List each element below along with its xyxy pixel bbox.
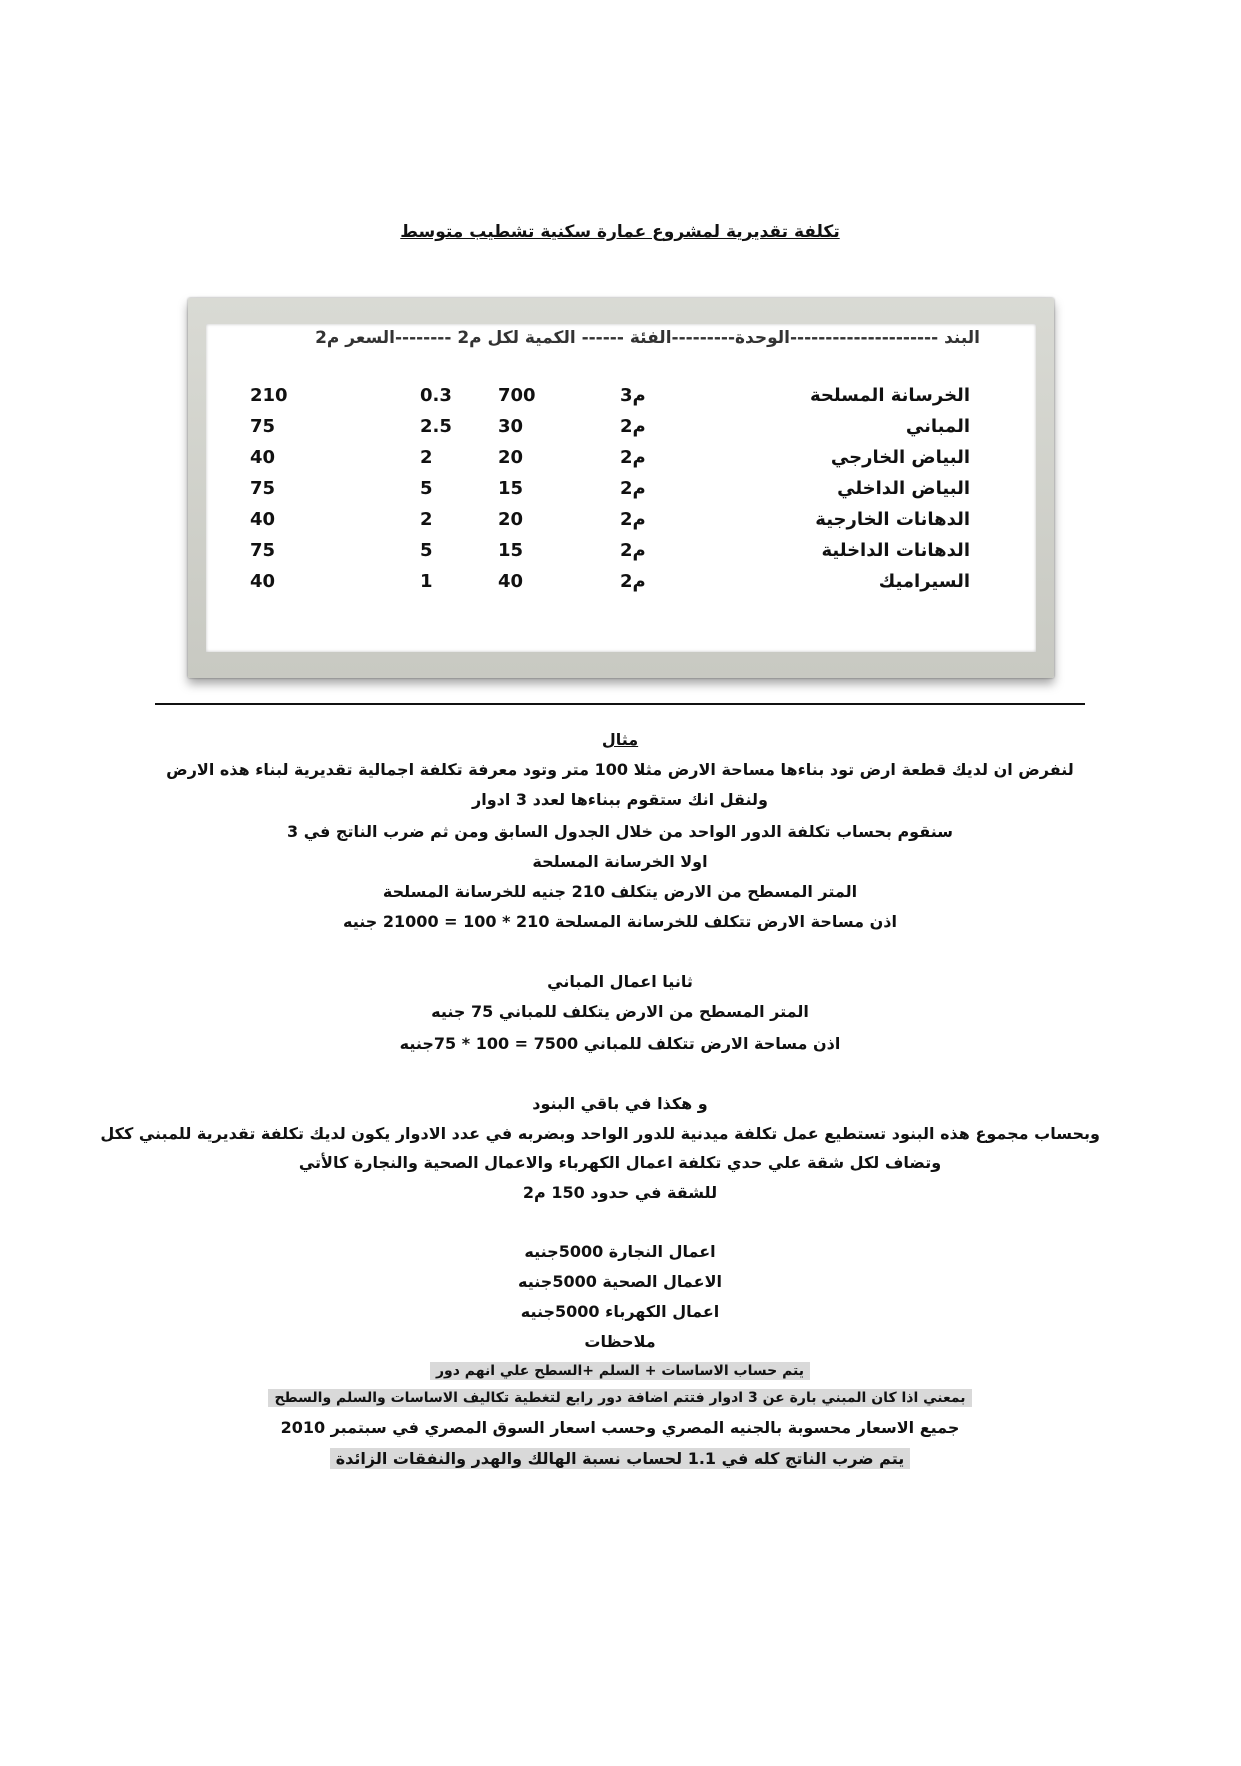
row-price: 75 <box>250 478 276 499</box>
example-line: اذن مساحة الارض تتكلف للمباني 7500 = 100 * 75جنيه <box>399 1034 841 1053</box>
example-line: سنقوم بحساب تكلفة الدور الواحد من خلال الجدول السابق ومن ثم ضرب الناتج في 3 <box>286 822 953 841</box>
row-unit: م2 <box>620 478 646 499</box>
row-quantity: 0.3 <box>420 385 452 406</box>
row-price: 75 <box>250 540 276 561</box>
table-row <box>250 478 970 508</box>
row-category: 30 <box>498 416 524 437</box>
notes-heading: ملاحظات <box>584 1332 656 1351</box>
rest-line: و هكذا في باقي البنود <box>532 1094 708 1113</box>
example-line: المتر المسطح من الارض يتكلف للمباني 75 جنيه <box>431 1002 809 1021</box>
row-quantity: 5 <box>420 540 433 561</box>
note-line: جميع الاسعار محسوبة بالجنيه المصري وحسب اسعار السوق المصري في سبتمبر 2010 <box>280 1418 960 1437</box>
row-item: المباني <box>905 416 970 437</box>
row-unit: م2 <box>620 571 646 592</box>
section-divider <box>155 703 1085 705</box>
table-row <box>250 571 970 601</box>
row-price: 40 <box>250 571 276 592</box>
example-heading: مثال <box>601 730 639 749</box>
note-line: يتم حساب الاساسات + السلم +السطح علي انهم دور <box>430 1362 810 1380</box>
page-title: تكلفة تقديرية لمشروع عمارة سكنية تشطيب متوسط <box>400 222 840 242</box>
row-item: الدهانات الخارجية <box>815 509 970 530</box>
table-row <box>250 385 970 415</box>
row-item: الدهانات الداخلية <box>821 540 970 561</box>
summary-line: للشقة في حدود 150 م2 <box>522 1183 718 1202</box>
example-line: اذن مساحة الارض تتكلف للخرسانة المسلحة 210 * 100 = 21000 جنيه <box>343 912 897 931</box>
row-item: الخرسانة المسلحة <box>809 385 970 406</box>
example-line: لنفرض ان لديك قطعة ارض تود بناءها مساحة الارض مثلا 100 متر وتود معرفة تكلفة اجمالية تقديرية لبناء هذه الارض <box>166 760 1074 779</box>
summary-line: وبحساب مجموع هذه البنود تستطيع عمل تكلفة ميدنية للدور الواحد وبضربه في عدد الادوار يكون لديك تكلفة تقديرية للمبني ككل <box>100 1124 1100 1143</box>
row-unit: م2 <box>620 416 646 437</box>
table-row <box>250 540 970 570</box>
row-unit: م2 <box>620 509 646 530</box>
row-category: 40 <box>498 571 524 592</box>
row-price: 75 <box>250 416 276 437</box>
example-line: المتر المسطح من الارض يتكلف 210 جنيه للخرسانة المسلحة <box>382 882 858 901</box>
row-quantity: 1 <box>420 571 433 592</box>
table-row <box>250 509 970 539</box>
row-price: 210 <box>250 385 288 406</box>
row-category: 20 <box>498 509 524 530</box>
table-row <box>250 447 970 477</box>
row-quantity: 2.5 <box>420 416 452 437</box>
row-item: البياض الخارجي <box>830 447 970 468</box>
extra-cost-line: الاعمال الصحية 5000جنيه <box>518 1272 722 1291</box>
note-line: بمعني اذا كان المبني بارة عن 3 ادوار فتتم اضافة دور رابع لتغطية تكاليف الاساسات والسلم والسطح <box>268 1389 971 1407</box>
row-category: 15 <box>498 540 524 561</box>
row-unit: م2 <box>620 447 646 468</box>
row-unit: م2 <box>620 540 646 561</box>
row-unit: م3 <box>620 385 646 406</box>
row-item: البياض الداخلي <box>837 478 970 499</box>
example-line: اولا الخرسانة المسلحة <box>532 852 708 871</box>
extra-cost-line: اعمال النجارة 5000جنيه <box>524 1242 716 1261</box>
second-heading: ثانيا اعمال المباني <box>547 972 693 991</box>
extra-cost-line: اعمال الكهرباء 5000جنيه <box>520 1302 720 1321</box>
row-price: 40 <box>250 509 276 530</box>
table-header: البند ---------------------الوحدة---------الفئة ------ الكمية لكل م2 --------السعر م2 <box>315 328 980 348</box>
row-quantity: 2 <box>420 509 433 530</box>
row-category: 700 <box>498 385 536 406</box>
row-quantity: 2 <box>420 447 433 468</box>
table-row <box>250 416 970 446</box>
row-quantity: 5 <box>420 478 433 499</box>
row-item: السيراميك <box>878 571 970 592</box>
example-line: ولنقل انك ستقوم ببناءها لعدد 3 ادوار <box>472 790 768 809</box>
note-line: يتم ضرب الناتج كله في 1.1 لحساب نسبة الهالك والهدر والنفقات الزائدة <box>330 1448 911 1469</box>
row-category: 20 <box>498 447 524 468</box>
row-category: 15 <box>498 478 524 499</box>
summary-line: وتضاف لكل شقة علي حدي تكلفة اعمال الكهرباء والاعمال الصحية والنجارة كالأتي <box>298 1153 942 1172</box>
row-price: 40 <box>250 447 276 468</box>
